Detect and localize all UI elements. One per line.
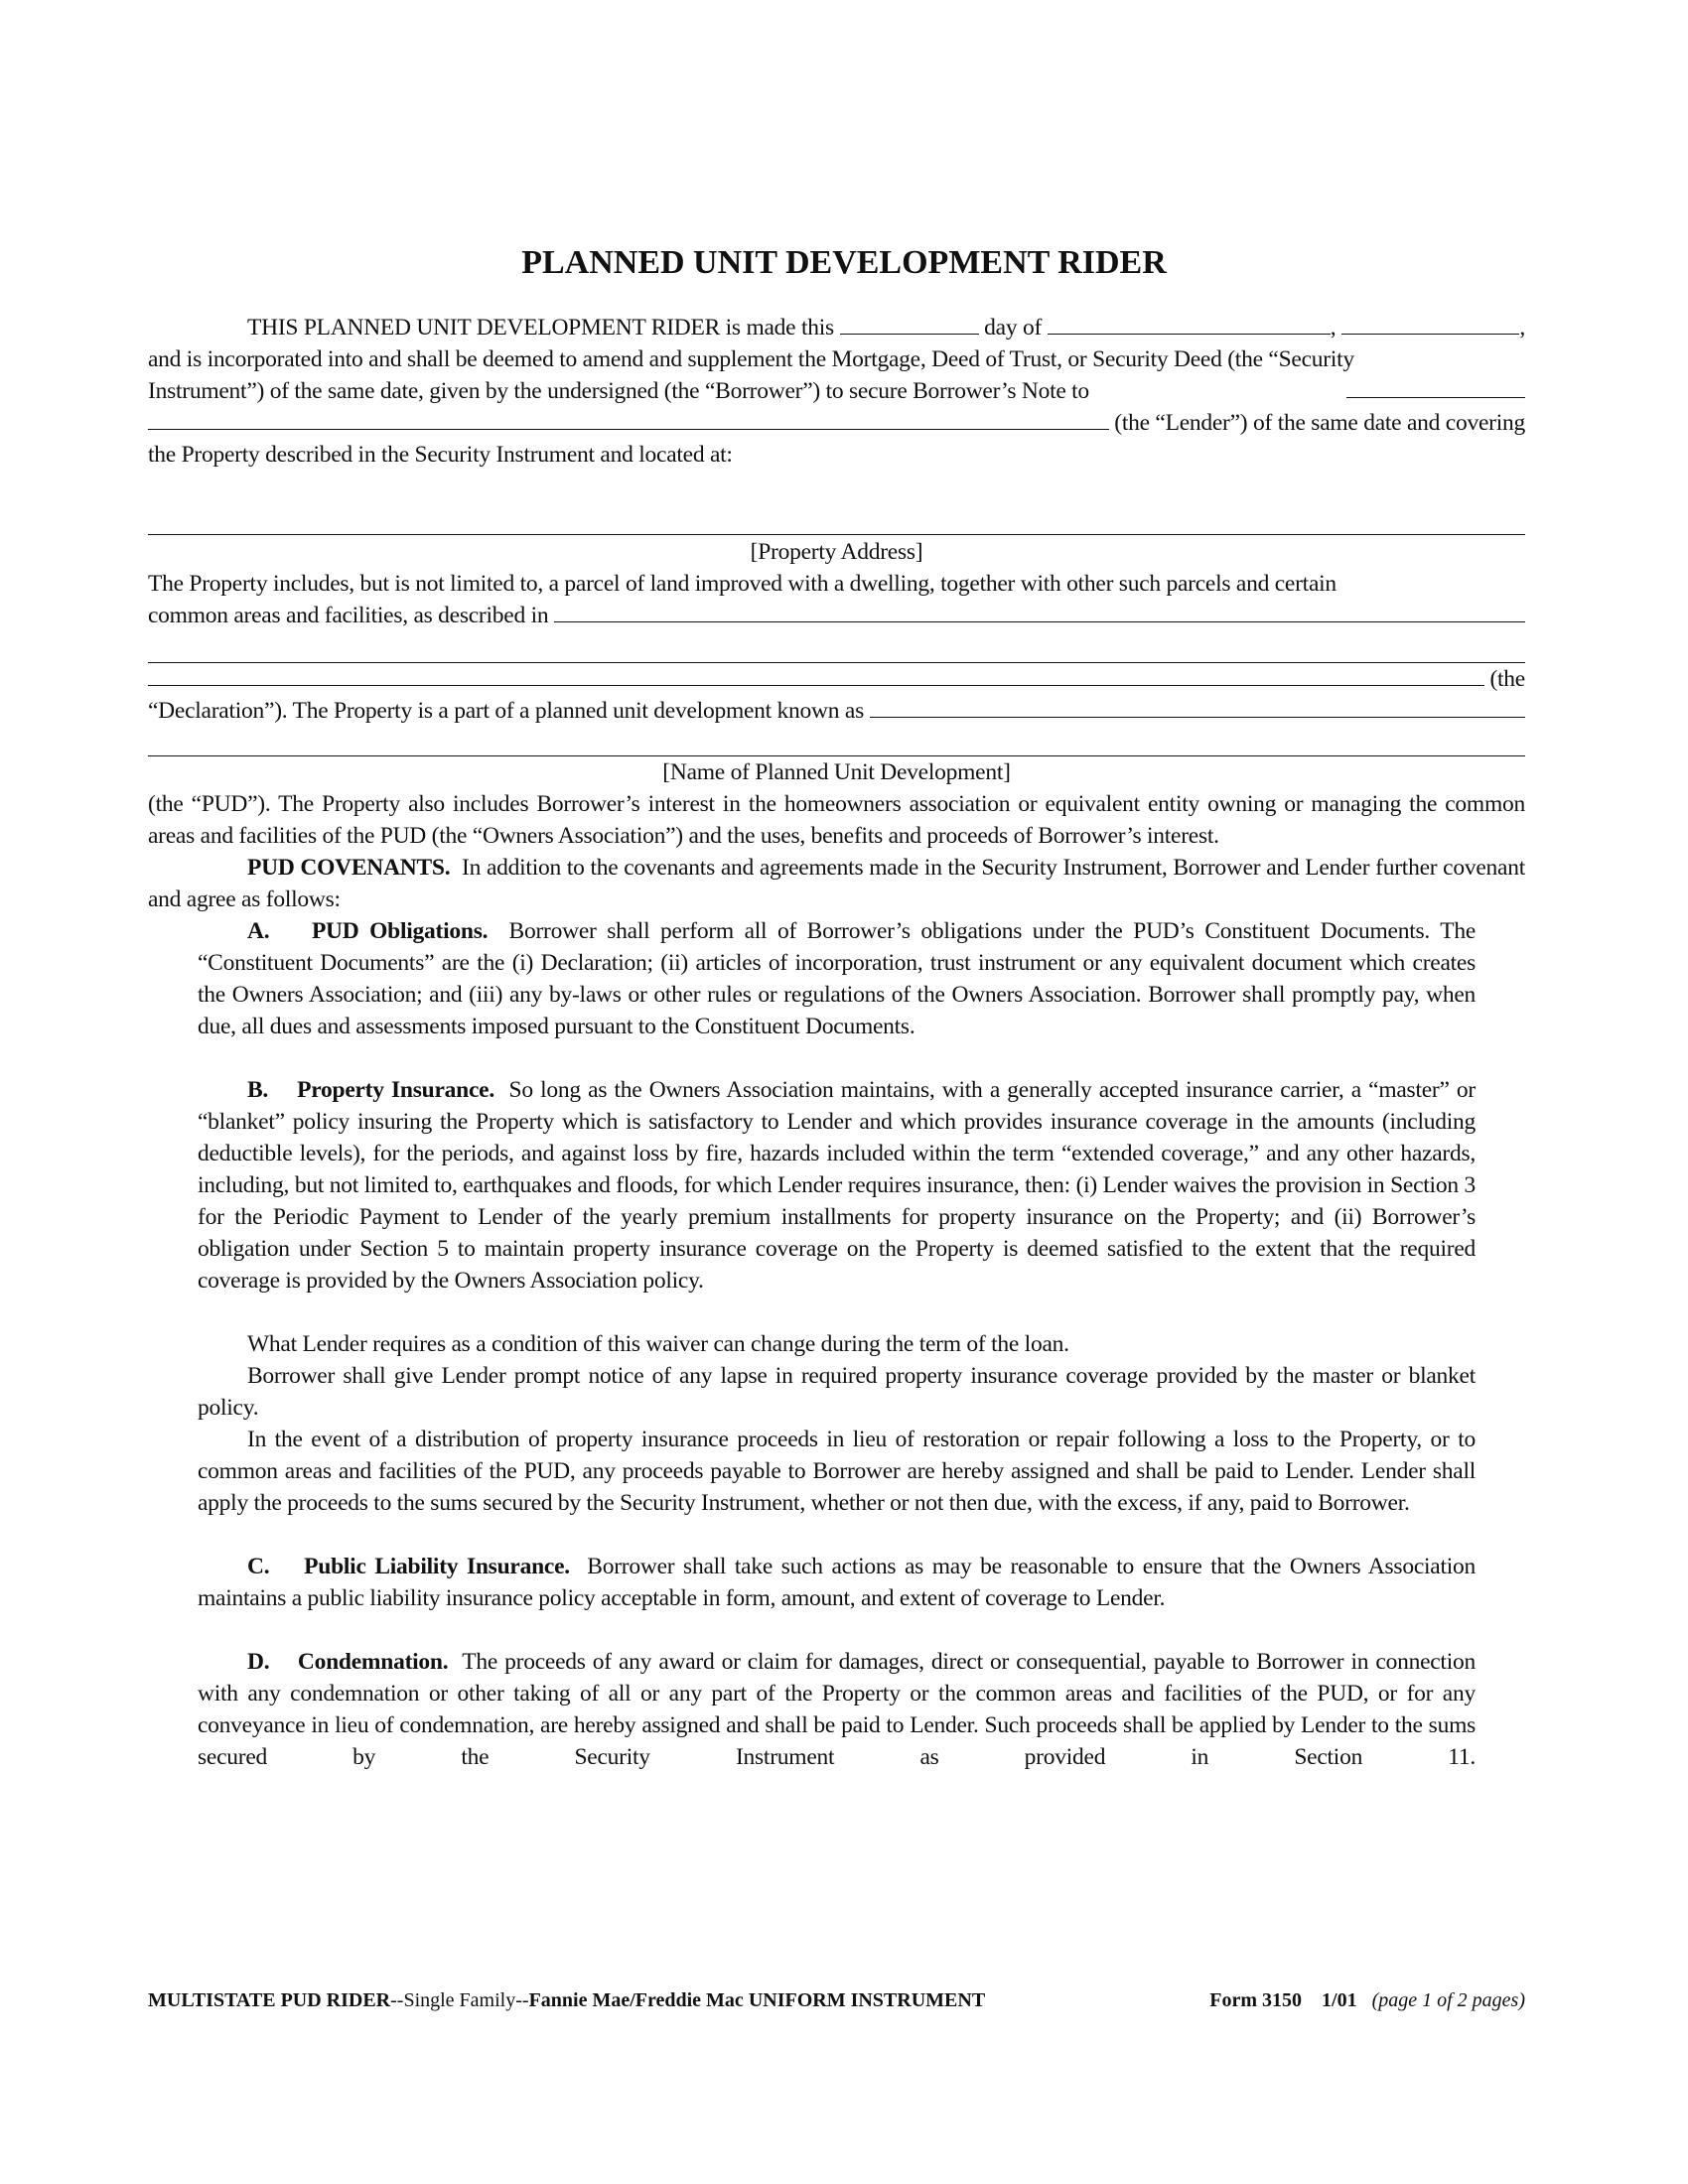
property-address-line[interactable] xyxy=(148,534,1525,535)
includes-line-2 xyxy=(148,600,1525,631)
section-a xyxy=(198,915,1476,1042)
text: (the xyxy=(1489,666,1525,692)
footer-text: Fannie Mae/Freddie Mac UNIFORM INSTRUMENT xyxy=(528,1989,986,2011)
year-blank[interactable] xyxy=(1341,312,1519,335)
form-number: Form 3150 xyxy=(1209,1989,1303,2011)
comma: , xyxy=(1330,315,1336,341)
intro-text: (the “Lender”) of the same date and covering xyxy=(1114,410,1525,436)
label: [Name of Planned Unit Development] xyxy=(662,759,1011,785)
includes-line-5 xyxy=(148,695,1525,727)
intro-line-5 xyxy=(148,439,1525,471)
includes-line-4 xyxy=(148,663,1525,695)
footer-right xyxy=(1209,1989,1525,2012)
covenants-paragraph xyxy=(148,852,1525,915)
section-label: C. xyxy=(247,1554,270,1579)
intro-text: day of xyxy=(984,315,1043,341)
section-label: A. xyxy=(247,918,270,944)
section-b-p4 xyxy=(198,1424,1476,1519)
section-c xyxy=(198,1551,1476,1614)
footer xyxy=(148,1989,1525,2012)
page-indicator: (page 1 of 2 pages) xyxy=(1371,1989,1525,2011)
includes-line-1 xyxy=(148,568,1525,600)
section-label: B. xyxy=(247,1077,269,1103)
lender-blank-1[interactable] xyxy=(1346,375,1525,398)
footer-text: --Single Family-- xyxy=(390,1989,529,2011)
label: [Property Address] xyxy=(750,539,923,565)
text: The proceeds of any award or claim for damages, direct or consequential, payable to Borrower in connection with any condemnation or other taking of all or any part of the Property or the common areas and facilities of the PUD, or for any conveyance in lieu of condemnation, are hereby assigned and shall be paid to Lender. Such proceeds shall be applied by Lender to the sums secured by the Security Instrument as provided in Section 11. xyxy=(198,1649,1476,1770)
text: common areas and facilities, as described in xyxy=(148,603,549,628)
text: Borrower shall perform all of Borrower’s obligations under the PUD’s Constituent Documents. The “Constituent Documents” are the (i) Declaration; (ii) articles of incorporation, trust instrument or any equivalent document which creates the Owners Association; and (iii) any by-laws or other rules or regulations of the Owners Association. Borrower shall promptly pay, when due, all dues and assessments imposed pursuant to the Constituent Documents. xyxy=(198,918,1477,1039)
pud-paragraph: (the “PUD”). The Property also includes Borrower’s interest in the homeowners association or equivalent entity owning or managing the common areas and facilities of the PUD (the “Owners Association”) and the uses, benefits and proceeds of Borrower’s interest. xyxy=(148,791,1525,849)
day-blank[interactable] xyxy=(840,312,979,335)
section-heading: Condemnation. xyxy=(297,1649,449,1675)
text: “Declaration”). The Property is a part of a planned unit development known as xyxy=(148,698,864,724)
property-address-label xyxy=(148,536,1525,568)
section-d xyxy=(198,1646,1476,1773)
month-blank[interactable] xyxy=(1048,312,1331,335)
section-b xyxy=(198,1074,1476,1297)
section-heading: Property Insurance. xyxy=(297,1077,494,1103)
text: The Property includes, but is not limited to, a parcel of land improved with a dwelling, together with other such parcels and certain xyxy=(148,571,1336,597)
intro-line-1 xyxy=(148,312,1525,343)
declaration-blank-3[interactable] xyxy=(148,663,1484,686)
text: Borrower shall give Lender prompt notice of any lapse in required property insurance coverage provided by the master or blanket policy. xyxy=(198,1363,1476,1421)
text: So long as the Owners Association maintains, with a generally accepted insurance carrier, a “master” or “blanket” policy insuring the Property which is satisfactory to Lender and which provides insurance coverage in the amounts (including deductible levels), for the periods, and against loss by fire, hazards included within the term “extended coverage,” and any other hazards, including, but not limited to, earthquakes and floods, for which Lender requires insurance, then: (i) Lender waives the provision in Section 3 for the Periodic Payment to Lender of the yearly premium installments for property insurance on the Property; and (ii) Borrower’s obligation under Section 5 to maintain property insurance coverage on the Property is deemed satisfied to the extent that the required coverage is provided by the Owners Association policy. xyxy=(198,1077,1477,1294)
document-title: PLANNED UNIT DEVELOPMENT RIDER xyxy=(521,244,1167,281)
section-heading: Public Liability Insurance. xyxy=(304,1554,570,1579)
pud-name-label xyxy=(148,756,1525,788)
text: In addition to the covenants and agreements made in the Security Instrument, Borrower and Lender further covenant and agree as follows: xyxy=(148,855,1525,912)
footer-left xyxy=(148,1989,985,2012)
intro-text: Instrument”) of the same date, given by the undersigned (the “Borrower”) to secure Borrower’s Note to xyxy=(148,378,1089,404)
text: What Lender requires as a condition of this waiver can change during the term of the loan. xyxy=(247,1331,1069,1357)
text: Borrower shall take such actions as may be reasonable to ensure that the Owners Association maintains a public liability insurance policy acceptable in form, amount, and extent of coverage to Lender. xyxy=(198,1554,1477,1611)
form-date: 1/01 xyxy=(1322,1989,1357,2011)
text: In the event of a distribution of property insurance proceeds in lieu of restoration or repair following a loss to the Property, or to common areas and facilities of the PUD, any proceeds payable to Borrower are hereby assigned and shall be paid to Lender. Lender shall apply the proceeds to the sums secured by the Security Instrument, whether or not then due, with the excess, if any, paid to Borrower. xyxy=(198,1427,1476,1516)
covenants-heading: PUD COVENANTS. xyxy=(247,855,451,881)
section-label: D. xyxy=(247,1649,270,1675)
intro-text: THIS PLANNED UNIT DEVELOPMENT RIDER is made this xyxy=(247,315,834,341)
declaration-blank-1[interactable] xyxy=(554,600,1525,622)
intro-line-2 xyxy=(148,343,1525,375)
lender-blank-2[interactable] xyxy=(148,407,1109,430)
intro-line-4 xyxy=(148,407,1525,439)
section-heading: PUD Obligations. xyxy=(311,918,489,944)
footer-text: MULTISTATE PUD RIDER xyxy=(148,1989,391,2011)
section-b-p2 xyxy=(198,1328,1476,1360)
intro-line-3 xyxy=(148,375,1525,407)
intro-text: and is incorporated into and shall be deemed to amend and supplement the Mortgage, Deed of Trust, or Security Deed (the “Security xyxy=(148,346,1354,372)
intro-text: the Property described in the Security Instrument and located at: xyxy=(148,442,733,468)
comma: , xyxy=(1519,315,1525,341)
pud-name-blank[interactable] xyxy=(870,695,1525,718)
section-b-p3 xyxy=(198,1360,1476,1424)
